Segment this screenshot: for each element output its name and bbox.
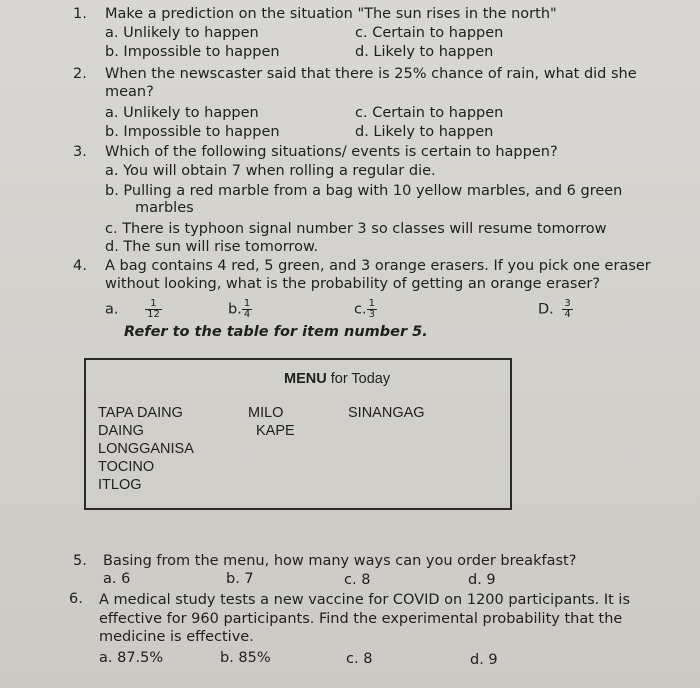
q1-option-b: b. Impossible to happen: [105, 44, 280, 60]
q3-option-a: a. You will obtain 7 when rolling a regular die.: [105, 163, 436, 179]
q2-option-d: d. Likely to happen: [355, 124, 494, 140]
menu-column-2: [248, 404, 295, 440]
table-reference-note: Refer to the table for item number 5.: [124, 324, 428, 340]
q4-option-c: c. $\frac{1}{3}$: [354, 298, 375, 320]
q3-option-b-line1: b. Pulling a red marble from a bag with 10 yellow marbles, and 6 green: [105, 183, 623, 199]
menu-item: SINANGAG: [348, 405, 425, 421]
menu-item: MILO: [248, 405, 284, 421]
q2-text-line2: mean?: [105, 84, 154, 100]
menu-item: TOCINO: [98, 459, 155, 475]
q4-option-a: a. $\frac{1}{12}$: [105, 298, 160, 320]
q5-option-d: d. 9: [468, 572, 496, 588]
q1-text: Make a prediction on the situation "The sun rises in the north": [105, 6, 557, 22]
q6-option-d: d. 9: [470, 652, 498, 668]
q5-number: 5.: [73, 553, 87, 569]
menu-title-rest: for Today: [326, 371, 391, 387]
q6-text-line1: A medical study tests a new vaccine for COVID on 1200 participants. It is: [99, 592, 631, 608]
menu-table: [84, 358, 512, 510]
menu-column-3: [348, 404, 425, 422]
q1-option-a: a. Unlikely to happen: [105, 25, 259, 41]
q4-text-line1: A bag contains 4 red, 5 green, and 3 orange erasers. If you pick one eraser: [105, 258, 651, 274]
q5-option-a: a. 6: [103, 571, 131, 587]
q6-option-c: c. 8: [346, 651, 373, 667]
q1-option-d: d. Likely to happen: [355, 44, 494, 60]
menu-title: [284, 370, 390, 388]
q5-option-c: c. 8: [344, 572, 371, 588]
q3-number: 3.: [73, 144, 87, 160]
q2-option-a: a. Unlikely to happen: [105, 105, 259, 121]
q4-option-b: b. $\frac{1}{4}$: [228, 298, 251, 320]
q2-option-c: c. Certain to happen: [355, 105, 504, 121]
q2-option-b: b. Impossible to happen: [105, 124, 280, 140]
menu-item: DAING: [98, 423, 144, 439]
q5-option-b: b. 7: [226, 571, 254, 587]
q6-option-a: a. 87.5%: [99, 650, 164, 666]
q3-option-c: c. There is typhoon signal number 3 so classes will resume tomorrow: [105, 221, 607, 237]
q6-option-b: b. 85%: [220, 650, 271, 666]
menu-title-bold: MENU: [284, 371, 327, 387]
menu-column-1: [98, 404, 194, 494]
q3-option-b-line2: marbles: [135, 200, 194, 216]
q4-text-line2: without looking, what is the probability of getting an orange eraser?: [105, 276, 601, 292]
menu-item: ITLOG: [98, 477, 142, 493]
q6-text-line2: effective for 960 participants. Find the experimental probability that the: [99, 611, 623, 627]
q5-text: Basing from the menu, how many ways can you order breakfast?: [103, 553, 577, 569]
q6-text-line3: medicine is effective.: [99, 629, 254, 645]
menu-item: KAPE: [256, 423, 295, 439]
q4-number: 4.: [73, 258, 87, 274]
q4-option-d: D. $\frac{3}{4}$: [538, 298, 571, 320]
menu-item: LONGGANISA: [98, 441, 194, 457]
q2-number: 2.: [73, 66, 87, 82]
q3-text: Which of the following situations/ events is certain to happen?: [105, 144, 558, 160]
q1-option-c: c. Certain to happen: [355, 25, 504, 41]
q6-number: 6.: [69, 591, 83, 607]
menu-item: TAPA DAING: [98, 405, 183, 421]
q1-number: 1.: [73, 6, 87, 22]
q3-option-d: d. The sun will rise tomorrow.: [105, 239, 319, 255]
q2-text-line1: When the newscaster said that there is 25% chance of rain, what did she: [105, 66, 637, 82]
